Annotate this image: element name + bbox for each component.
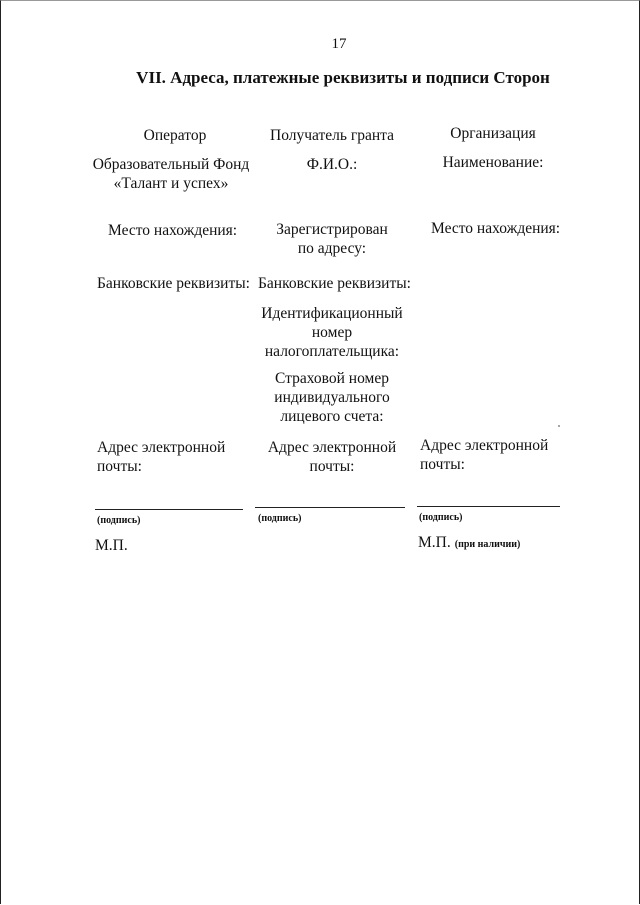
grantee-snils-line3: лицевого счета: bbox=[280, 408, 384, 425]
grantee-bank-label: Банковские реквизиты: bbox=[258, 275, 411, 292]
organization-stamp-label: М.П. bbox=[418, 534, 451, 551]
organization-signature-line bbox=[417, 506, 560, 507]
grantee-signature-line bbox=[255, 507, 405, 508]
operator-signature-caption: (подпись) bbox=[97, 515, 141, 526]
grantee-signature-caption: (подпись) bbox=[258, 513, 302, 524]
grantee-snils-line1: Страховой номер bbox=[275, 370, 389, 387]
scan-speck bbox=[558, 425, 560, 427]
grantee-fio-label: Ф.И.О.: bbox=[306, 156, 358, 173]
operator-signature-line bbox=[95, 509, 243, 510]
page-number: 17 bbox=[331, 36, 347, 52]
grantee-inn-line3: налогоплательщика: bbox=[264, 343, 400, 360]
organization-stamp bbox=[418, 534, 520, 552]
organization-name-label: Наименование: bbox=[442, 154, 544, 171]
operator-name-line1: Образовательный Фонд bbox=[92, 156, 250, 173]
organization-email-line2: почты: bbox=[420, 456, 465, 473]
section-title: VII. Адреса, платежные реквизиты и подписи Сторон bbox=[136, 68, 550, 87]
grantee-email-line1: Адрес электронной bbox=[267, 439, 397, 456]
grantee-registered-line1: Зарегистрирован bbox=[276, 221, 388, 238]
organization-location-label: Место нахождения: bbox=[431, 220, 561, 237]
grantee-snils-line2: индивидуального bbox=[274, 389, 390, 406]
operator-stamp-label: М.П. bbox=[95, 537, 128, 554]
operator-name-line2: «Талант и успех» bbox=[113, 175, 229, 192]
operator-email-line2: почты: bbox=[97, 458, 142, 475]
grantee-inn-line2: номер bbox=[311, 324, 353, 341]
grantee-registered-line2: по адресу: bbox=[297, 240, 367, 257]
organization-header: Организация bbox=[450, 125, 536, 142]
grantee-header: Получатель гранта bbox=[270, 127, 394, 144]
operator-location-label: Место нахождения: bbox=[108, 222, 238, 239]
grantee-inn-line1: Идентификационный bbox=[261, 305, 403, 322]
grantee-email-line2: почты: bbox=[309, 458, 355, 475]
operator-bank-label: Банковские реквизиты: bbox=[97, 275, 250, 292]
operator-email-line1: Адрес электронной bbox=[97, 439, 226, 456]
operator-header: Оператор bbox=[143, 127, 207, 144]
organization-email-line1: Адрес электронной bbox=[420, 437, 549, 454]
organization-signature-caption: (подпись) bbox=[419, 512, 463, 523]
organization-stamp-note: (при наличии) bbox=[454, 539, 521, 550]
